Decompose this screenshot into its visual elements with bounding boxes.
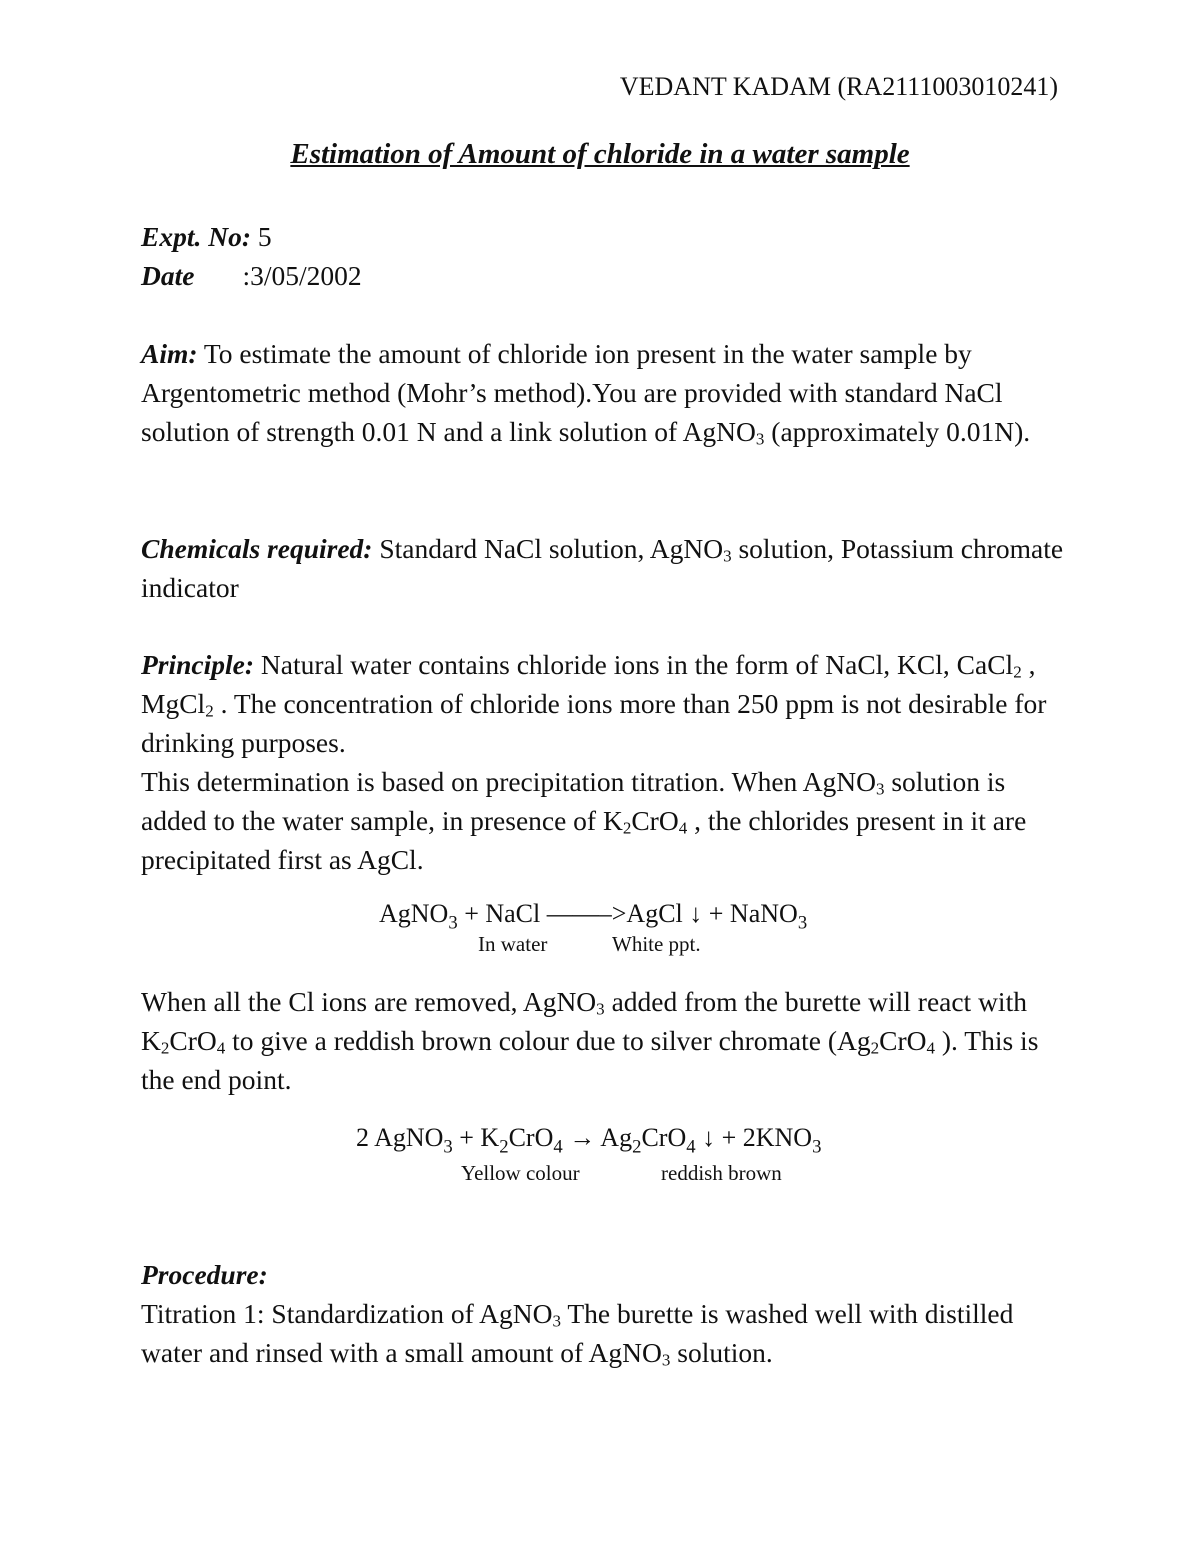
procedure-text: The burette is washed well with distilled water and rinsed with a small amount of AgNO bbox=[141, 1298, 1014, 1368]
chemicals-label: Chemicals required: bbox=[141, 533, 373, 564]
eq-subscript: 3 bbox=[797, 912, 808, 934]
eq-term: AgNO bbox=[379, 899, 449, 928]
principle-text: , the chlorides present in it are precipitated first as AgCl. bbox=[141, 805, 1027, 875]
principle-text: solution is added to the water sample, in presence of K bbox=[141, 766, 1006, 836]
procedure-section bbox=[141, 1255, 1071, 1372]
principle-text: This determination is based on precipitation titration. When AgNO bbox=[141, 766, 876, 797]
chemicals-section bbox=[141, 529, 1071, 607]
subscript: 3 bbox=[875, 779, 885, 799]
subscript: 2 bbox=[870, 1038, 880, 1058]
endpoint-text: CrO bbox=[879, 1025, 927, 1056]
date-label: Date bbox=[141, 260, 195, 291]
principle-text: CrO bbox=[631, 805, 679, 836]
subscript: 2 bbox=[1013, 662, 1022, 682]
subscript: 3 bbox=[755, 429, 765, 449]
endpoint-text: When all the Cl bbox=[141, 986, 315, 1017]
expt-value: 5 bbox=[257, 221, 272, 252]
aim-text-end: (approximately 0.01N). bbox=[771, 416, 1031, 447]
eq-term: 2 AgNO bbox=[356, 1123, 444, 1152]
arrow-icon: → bbox=[569, 1123, 596, 1152]
procedure-text: Titration 1: Standardization of AgNO bbox=[141, 1298, 553, 1329]
endpoint-text: added from the burette will react with K bbox=[141, 986, 1027, 1056]
endpoint-text: to give a reddish brown colour due to silver chromate (Ag bbox=[232, 1025, 871, 1056]
subscript: 3 bbox=[661, 1350, 671, 1370]
subscript: 3 bbox=[723, 546, 732, 566]
eq-note: In water bbox=[478, 932, 548, 956]
page-title: Estimation of Amount of chloride in a water sample bbox=[290, 138, 910, 170]
subscript: 2 bbox=[205, 701, 214, 721]
eq-term: CrO bbox=[508, 1123, 554, 1152]
precipitate-arrow-icon: ↓ bbox=[702, 1123, 716, 1152]
principle-label: Principle: bbox=[141, 649, 255, 680]
eq-term: + NaCl bbox=[464, 899, 541, 928]
principle-text: . The concentration of chloride ions more than 250 ppm is not desirable for drinking purposes. bbox=[141, 688, 1047, 758]
subscript: 4 bbox=[678, 818, 688, 838]
eq-subscript: 4 bbox=[686, 1136, 696, 1158]
equation-silver-chloride bbox=[379, 899, 808, 934]
equation-silver-chromate bbox=[356, 1123, 822, 1158]
eq-term: + NaNO bbox=[708, 899, 798, 928]
endpoint-text: CrO bbox=[169, 1025, 217, 1056]
chemicals-text: Standard NaCl solution, AgNO bbox=[379, 533, 724, 564]
eq-term: + 2KNO bbox=[721, 1123, 813, 1152]
eq-term: CrO bbox=[641, 1123, 687, 1152]
aim-section bbox=[141, 334, 1071, 451]
eq-subscript: 3 bbox=[443, 1136, 453, 1158]
endpoint-paragraph bbox=[141, 982, 1071, 1099]
endpoint-text: ions are removed, AgNO bbox=[321, 986, 597, 1017]
eq-subscript: 4 bbox=[553, 1136, 563, 1158]
eq-term: Ag bbox=[600, 1123, 633, 1152]
author-header: VEDANT KADAM (RA2111003010241) bbox=[619, 72, 1058, 101]
chemicals-text-end: solution, Potassium chromate indicator bbox=[141, 533, 1064, 603]
eq-term: + K bbox=[459, 1123, 500, 1152]
eq-subscript: 2 bbox=[499, 1136, 509, 1158]
eq-note: reddish brown bbox=[661, 1161, 782, 1185]
subscript: 2 bbox=[160, 1038, 170, 1058]
precipitate-arrow-icon: ↓ bbox=[689, 899, 703, 928]
eq-note: Yellow colour bbox=[461, 1161, 580, 1185]
subscript: 2 bbox=[622, 818, 632, 838]
subscript: 3 bbox=[552, 1311, 561, 1331]
procedure-label: Procedure: bbox=[141, 1259, 268, 1290]
aim-text: To estimate the amount of chloride ion present in the water sample by Argentometric method (Mohr’s method).You are provided with standard NaCl solution of strength 0.01 N and a link solution of AgNO bbox=[141, 338, 1003, 447]
eq-term: AgCl bbox=[626, 899, 683, 928]
subscript: 4 bbox=[216, 1038, 226, 1058]
subscript: 3 bbox=[596, 999, 605, 1019]
eq-note: White ppt. bbox=[612, 932, 701, 956]
aim-label: Aim: bbox=[141, 338, 198, 369]
expt-label: Expt. No: bbox=[141, 221, 251, 252]
principle-text: , MgCl bbox=[141, 649, 1036, 719]
subscript: 4 bbox=[926, 1038, 935, 1058]
eq-subscript: 3 bbox=[448, 912, 458, 934]
eq-subscript: 3 bbox=[812, 1136, 822, 1158]
endpoint-text: ). This is the end point. bbox=[141, 1025, 1039, 1095]
date-line bbox=[141, 256, 1071, 295]
expt-line bbox=[141, 217, 1071, 256]
date-value: :3/05/2002 bbox=[242, 260, 362, 291]
arrow-icon: ——–> bbox=[546, 899, 627, 928]
principle-text: Natural water contains chloride ions in the form of NaCl, KCl, CaCl bbox=[260, 649, 1014, 680]
principle-section bbox=[141, 645, 1071, 879]
eq-subscript: 2 bbox=[632, 1136, 642, 1158]
procedure-text: solution. bbox=[677, 1337, 773, 1368]
